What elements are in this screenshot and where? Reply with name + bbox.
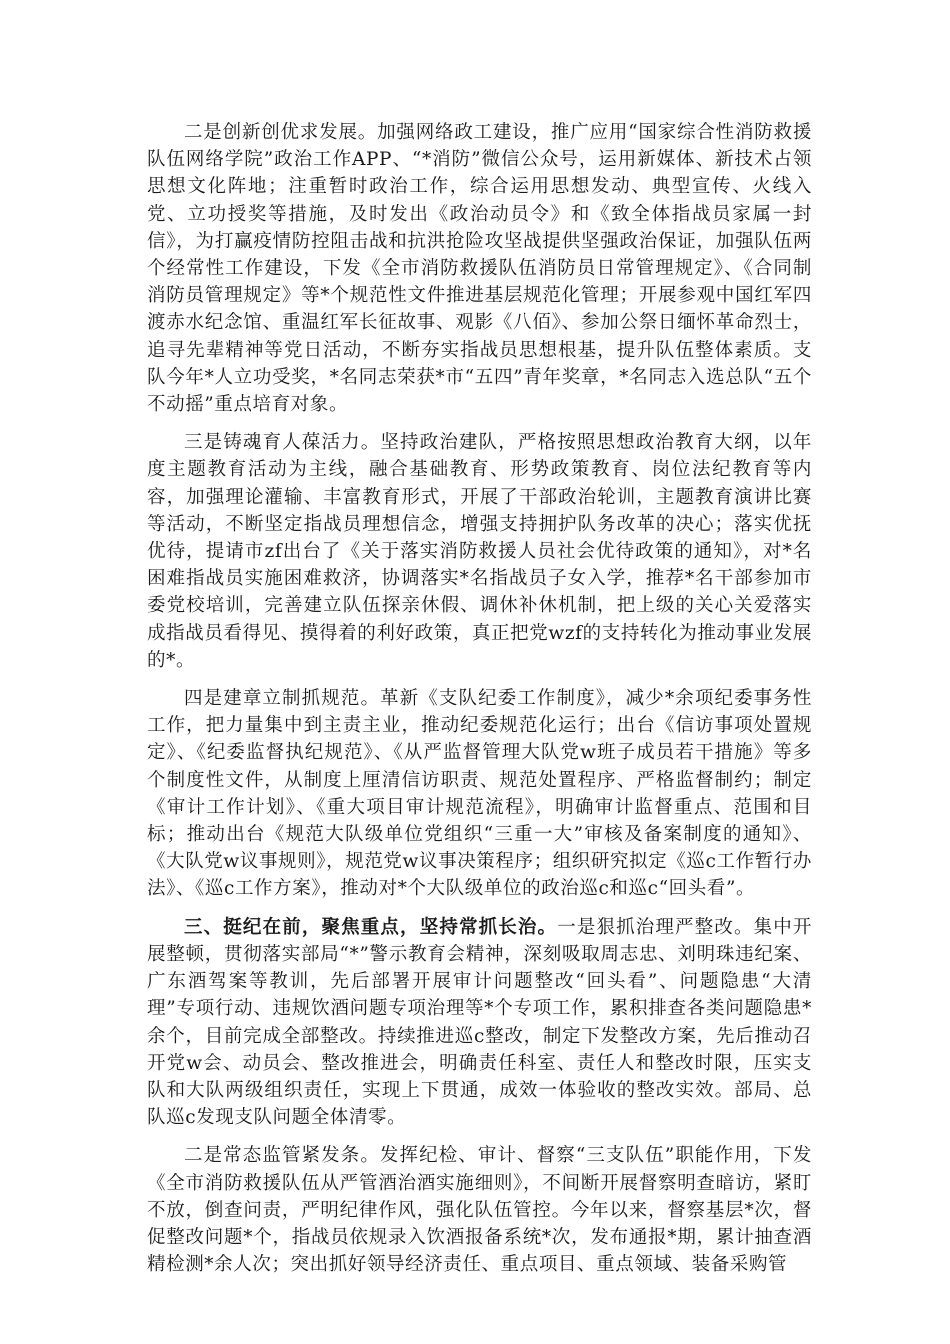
paragraph-innovation	[147, 119, 812, 418]
document-body	[147, 119, 812, 1289]
paragraph-supervision	[147, 1142, 812, 1278]
paragraph-soul-building	[147, 429, 812, 674]
paragraph-text: 二是常态监管紧发条。发挥纪检、审计、督察“三支队伍”职能作用，下发《全市消防救援队伍从严管酒治酒实施细则》，不间断开展督察明查暗访，紧盯不放，倒查问责，严明纪律作风，强化队伍管控。今年以来，督察基层*次，督促整改问题*个，指战员依规录入饮酒报备系统*次，发布通报*期，累计抽查酒精检测*余人次；突出抓好领导经济责任、重点项目、重点领域、装备采购管	[147, 1145, 812, 1276]
section-heading: 三、挺纪在前，聚焦重点，坚持常抓长治。	[184, 916, 558, 938]
paragraph-text: 一是狠抓治理严整改。集中开展整顿，贯彻落实部局“*”警示教育会精神，深刻吸取周志忠、刘明珠违纪案、广东酒驾案等教训，先后部署开展审计问题整改“回头看”、问题隐患“大清理”专项行动、违规饮酒问题专项治理等*个专项工作，累积排查各类问题隐患*余个，目前完成全部整改。持续推进巡c整改，制定下发整改方案，先后推动召开党w会、动员会、整改推进会，明确责任科室、责任人和整改时限，压实支队和大队两级组织责任，实现上下贯通，成效一体验收的整改实效。部局、总队巡c发现支队问题全体清零。	[147, 916, 812, 1129]
paragraph-text: 四是建章立制抓规范。革新《支队纪委工作制度》，减少*余项纪委事务性工作，把力量集中到主责主业，推动纪委规范化运行；出台《信访事项处置规定》、《纪委监督执纪规范》、《从严监督管理大队党w班子成员若干措施》等多个制度性文件，从制度上厘清信访职责、规范处置程序、严格监督制约；制定《审计工作计划》、《重大项目审计规范流程》，明确审计监督重点、范围和目标；推动出台《规范大队级单位党组织“三重一大”审核及备案制度的通知》、《大队党w议事规则》，规范党w议事决策程序；组织研究拟定《巡c工作暂行办法》、《巡c工作方案》，推动对*个大队级单位的政治巡c和巡c“回头看”。	[147, 688, 812, 900]
paragraph-text: 二是创新创优求发展。加强网络政工建设，推广应用“国家综合性消防救援队伍网络学院”政治工作APP、“*消防”微信公众号，运用新媒体、新技术占领思想文化阵地；注重暂时政治工作，综合运用思想发动、典型宣传、火线入党、立功授奖等措施，及时发出《政治动员令》和《致全体指战员家属一封信》，为打赢疫情防控阻击战和抗洪抢险攻坚战提供坚强政治保证，加强队伍两个经常性工作建设，下发《全市消防救援队伍消防员日常管理规定》、《合同制消防员管理规定》等*个规范性文件推进基层规范化管理；开展参观中国红军四渡赤水纪念馆、重温红军长征故事、观影《八佰》、参加公祭日缅怀革命烈士，追寻先辈精神等党日活动，不断夯实指战员思想根基，提升队伍整体素质。支队今年*人立功受奖，*名同志荣获*市“五四”青年奖章，*名同志入选总队“五个不动摇”重点培育对象。	[147, 122, 812, 416]
paragraph-rules	[147, 685, 812, 903]
paragraph-section-three	[147, 914, 812, 1132]
paragraph-text: 三是铸魂育人葆活力。坚持政治建队，严格按照思想政治教育大纲，以年度主题教育活动为主线，融合基础教育、形势政策教育、岗位法纪教育等内容，加强理论灌输、丰富教育形式，开展了干部政治轮训，主题教育演讲比赛等活动，不断坚定指战员理想信念，增强支持拥护队务改革的决心；落实优抚优待，提请市zf出台了《关于落实消防救援人员社会优待政策的通知》，对*名困难指战员实施困难救济，协调落实*名指战员子女入学，推荐*名干部参加市委党校培训，完善建立队伍探亲休假、调休补休机制，把上级的关心关爱落实成指战员看得见、摸得着的利好政策，真正把党wzf的支持转化为推动事业发展的*。	[147, 432, 812, 671]
